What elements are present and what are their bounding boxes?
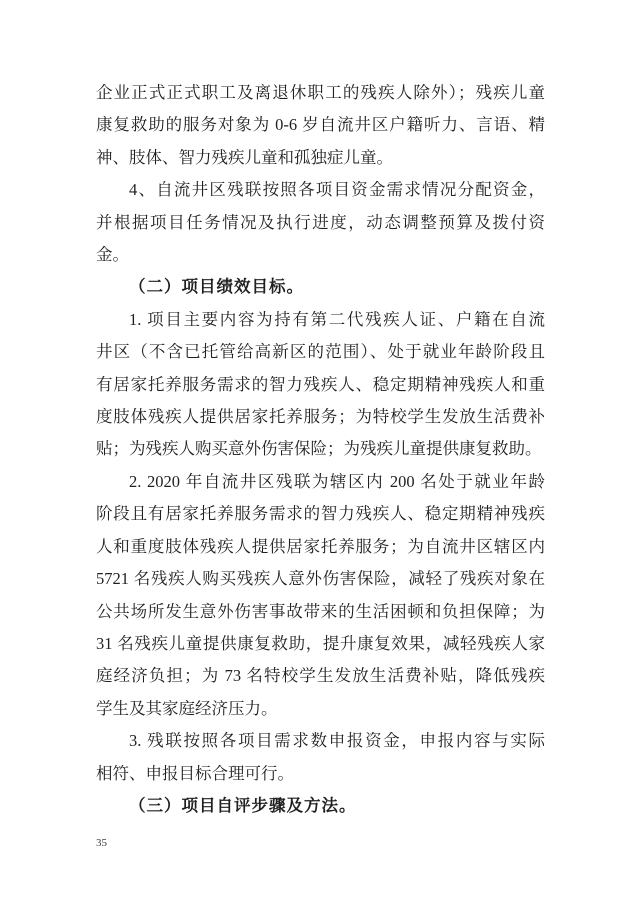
text-line: 井区（不含已托管给高新区的范围）、处于就业年龄阶段且 <box>96 342 545 362</box>
paragraph <box>96 174 545 271</box>
text-line: 金。 <box>96 245 129 265</box>
page-number: 35 <box>96 837 107 849</box>
text-line: 贴；为残疾人购买意外伤害保险；为残疾儿童提供康复救助。 <box>96 439 542 459</box>
text-line: 4、自流井区残联按照各项目资金需求情况分配资金， <box>129 180 545 200</box>
section-heading <box>96 271 545 303</box>
text-line: 公共场所发生意外伤害事故带来的生活困顿和负担保障；为 <box>96 601 545 621</box>
text-line: （三）项目自评步骤及方法。 <box>129 795 357 815</box>
text-line: 相符、申报目标合理可行。 <box>96 763 294 783</box>
text-line: 5721 名残疾人购买残疾人意外伤害保险，减轻了残疾对象在 <box>96 569 545 589</box>
text-line: 31 名残疾儿童提供康复救助，提升康复效果，减轻残疾人家 <box>96 633 545 653</box>
text-line: （二）项目绩效目标。 <box>129 277 304 297</box>
paragraph <box>96 725 545 790</box>
text-line: 阶段且有居家托养服务需求的智力残疾人、稳定期精神残疾 <box>96 504 545 524</box>
section-heading <box>96 790 545 822</box>
text-line: 并根据项目任务情况及执行进度，动态调整预算及拨付资 <box>96 212 545 232</box>
paragraph <box>96 466 545 725</box>
paragraph <box>96 77 545 174</box>
text-line: 学生及其家庭经济压力。 <box>96 698 278 718</box>
text-line: 度肢体残疾人提供居家托养服务；为特校学生发放生活费补 <box>96 407 545 427</box>
text-line: 企业正式正式职工及离退休职工的残疾人除外）；残疾儿童 <box>96 83 545 102</box>
text-line: 庭经济负担；为 73 名特校学生发放生活费补贴，降低残疾 <box>96 666 545 686</box>
text-line: 2. 2020 年自流井区残联为辖区内 200 名处于就业年龄 <box>129 471 545 491</box>
paragraph <box>96 304 545 466</box>
text-line: 神、肢体、智力残疾儿童和孤独症儿童。 <box>96 147 393 167</box>
text-line: 3. 残联按照各项目需求数申报资金，申报内容与实际 <box>129 731 545 751</box>
document-body <box>96 77 545 822</box>
text-line: 康复救助的服务对象为 0-6 岁自流井区户籍听力、言语、精 <box>96 115 545 135</box>
text-line: 有居家托养服务需求的智力残疾人、稳定期精神残疾人和重 <box>96 374 545 394</box>
text-line: 人和重度肢体残疾人提供居家托养服务；为自流井区辖区内 <box>96 536 545 556</box>
text-line: 1. 项目主要内容为持有第二代残疾人证、户籍在自流 <box>129 309 545 329</box>
